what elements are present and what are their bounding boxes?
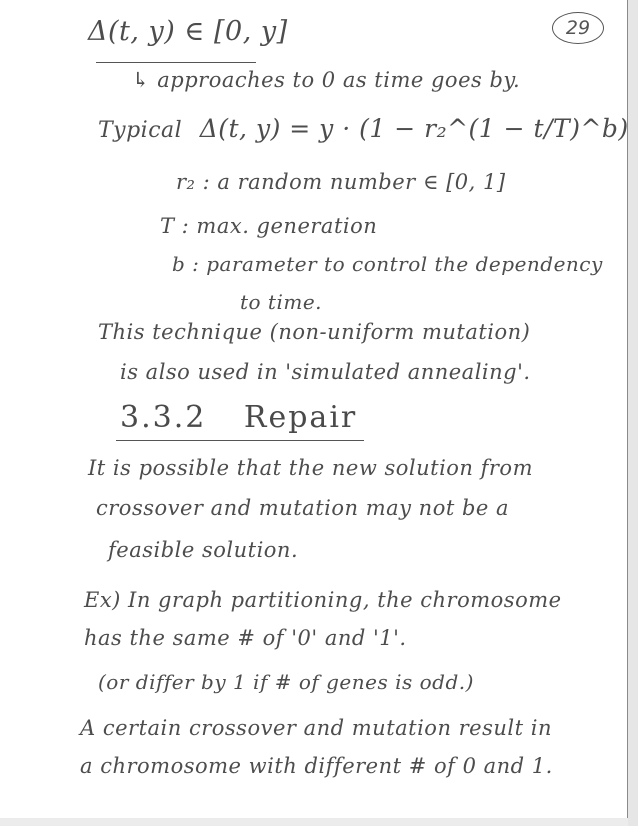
technique-line: This technique (non-uniform mutation) [98,320,531,344]
differ-line: (or differ by 1 if # of genes is odd.) [98,670,474,694]
heading-underline [116,440,364,441]
b-definition: b : parameter to control the dependency [172,252,603,276]
page-edge-shadow [628,0,638,826]
crossover-line: crossover and mutation may not be a [96,496,510,520]
simulated-annealing-line: is also used in 'simulated annealing'. [120,360,531,384]
page-bottom-shadow [0,818,628,826]
feasible-line: feasible solution. [108,538,299,562]
page-number: 29 [552,12,604,44]
approaches-line: ↳ approaches to 0 as time goes by. [132,68,521,92]
to-time-line: to time. [240,290,323,314]
T-definition: T : max. generation [160,214,378,238]
delta-underline [96,62,256,63]
section-title: Repair [243,400,358,435]
typical-formula: Δ(t, y) = y · (1 − r₂^(1 − t/T)^b) [199,114,629,143]
chromosome-line: a chromosome with different # of 0 and 1. [80,754,553,778]
typical-label: Typical [98,118,183,143]
same-count-line: has the same # of '0' and '1'. [84,626,407,650]
certain-crossover-line: A certain crossover and mutation result in [80,716,552,740]
r2-definition: r₂ : a random number ∈ [0, 1] [176,170,506,194]
possible-line: It is possible that the new solution from [88,456,533,480]
section-heading [120,400,357,435]
section-number: 3.3.2 [120,400,207,435]
delta-range-line: Δ(t, y) ∈ [0, y] [88,16,288,47]
example-line: Ex) In graph partitioning, the chromosome [84,588,562,612]
typical-formula-line [98,114,629,143]
